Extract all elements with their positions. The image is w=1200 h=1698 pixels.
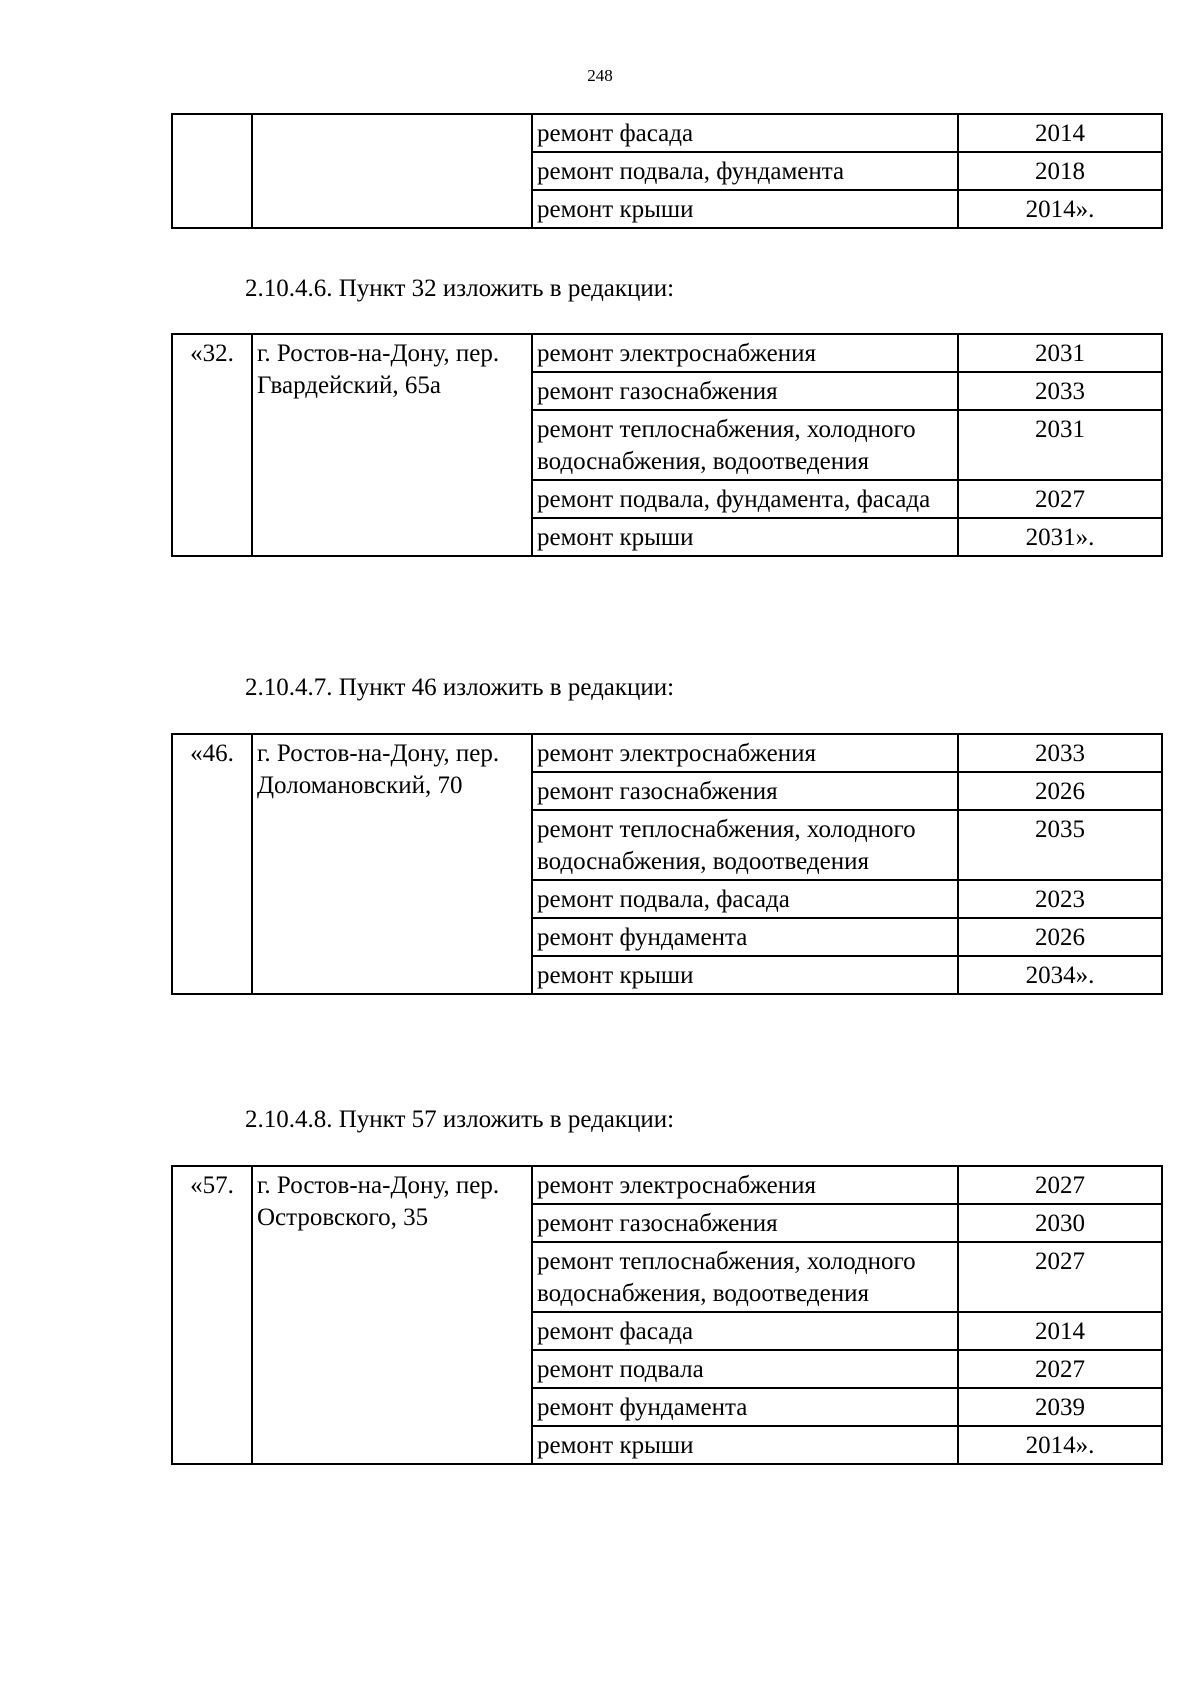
page-number: 248 xyxy=(587,66,613,85)
work-cell: ремонт подвала xyxy=(532,1350,958,1388)
work-cell: ремонт крыши xyxy=(532,1426,958,1464)
work-cell: ремонт газоснабжения xyxy=(532,1204,958,1242)
address-cell: г. Ростов-на-Дону, пер. Островского, 35 xyxy=(252,1166,532,1464)
work-cell: ремонт фундамента xyxy=(532,1388,958,1426)
work-cell: ремонт крыши xyxy=(532,518,958,556)
work-cell: ремонт теплоснабжения, холодного водоснабжения, водоотведения xyxy=(532,1242,958,1312)
item-number-cell: «57. xyxy=(172,1166,252,1464)
year-cell: 2033 xyxy=(958,734,1162,772)
year-cell: 2026 xyxy=(958,918,1162,956)
year-cell: 2014 xyxy=(958,1312,1162,1350)
year-cell: 2031 xyxy=(958,410,1162,480)
work-cell: ремонт газоснабжения xyxy=(532,372,958,410)
year-cell: 2033 xyxy=(958,372,1162,410)
work-cell: ремонт крыши xyxy=(532,190,958,228)
item-number-cell: «32. xyxy=(172,334,252,556)
paragraph-item-46: 2.10.4.7. Пункт 46 изложить в редакции: xyxy=(245,674,675,701)
address-cell: г. Ростов-на-Дону, пер. Гвардейский, 65а xyxy=(252,334,532,556)
table-row xyxy=(172,334,1162,372)
paragraph-item-32: 2.10.4.6. Пункт 32 изложить в редакции: xyxy=(245,275,675,302)
work-cell: ремонт подвала, фундамента xyxy=(532,152,958,190)
work-cell: ремонт электроснабжения xyxy=(532,1166,958,1204)
paragraph-item-57: 2.10.4.8. Пункт 57 изложить в редакции: xyxy=(245,1106,675,1133)
work-cell: ремонт фундамента xyxy=(532,918,958,956)
year-cell: 2023 xyxy=(958,880,1162,918)
year-cell: 2014 xyxy=(958,114,1162,152)
year-cell: 2014». xyxy=(958,190,1162,228)
work-cell: ремонт подвала, фасада xyxy=(532,880,958,918)
year-cell: 2031». xyxy=(958,518,1162,556)
table-item-57 xyxy=(171,1165,1163,1465)
work-cell: ремонт теплоснабжения, холодного водоснабжения, водоотведения xyxy=(532,410,958,480)
year-cell: 2034». xyxy=(958,956,1162,994)
item-number-cell: «46. xyxy=(172,734,252,994)
work-cell: ремонт подвала, фундамента, фасада xyxy=(532,480,958,518)
year-cell: 2018 xyxy=(958,152,1162,190)
item-number-cell xyxy=(172,114,252,228)
work-cell: ремонт крыши xyxy=(532,956,958,994)
year-cell: 2039 xyxy=(958,1388,1162,1426)
year-cell: 2031 xyxy=(958,334,1162,372)
year-cell: 2027 xyxy=(958,1350,1162,1388)
table-continuation xyxy=(171,113,1163,229)
year-cell: 2027 xyxy=(958,480,1162,518)
work-cell: ремонт электроснабжения xyxy=(532,734,958,772)
table-row xyxy=(172,114,1162,152)
work-cell: ремонт фасада xyxy=(532,114,958,152)
table-item-32 xyxy=(171,333,1163,557)
work-cell: ремонт фасада xyxy=(532,1312,958,1350)
address-cell: г. Ростов-на-Дону, пер. Доломановский, 70 xyxy=(252,734,532,994)
table-row xyxy=(172,734,1162,772)
year-cell: 2027 xyxy=(958,1166,1162,1204)
year-cell: 2030 xyxy=(958,1204,1162,1242)
address-cell xyxy=(252,114,532,228)
year-cell: 2027 xyxy=(958,1242,1162,1312)
work-cell: ремонт газоснабжения xyxy=(532,772,958,810)
table-item-46 xyxy=(171,733,1163,995)
year-cell: 2026 xyxy=(958,772,1162,810)
year-cell: 2014». xyxy=(958,1426,1162,1464)
work-cell: ремонт теплоснабжения, холодного водоснабжения, водоотведения xyxy=(532,810,958,880)
year-cell: 2035 xyxy=(958,810,1162,880)
work-cell: ремонт электроснабжения xyxy=(532,334,958,372)
table-row xyxy=(172,1166,1162,1204)
